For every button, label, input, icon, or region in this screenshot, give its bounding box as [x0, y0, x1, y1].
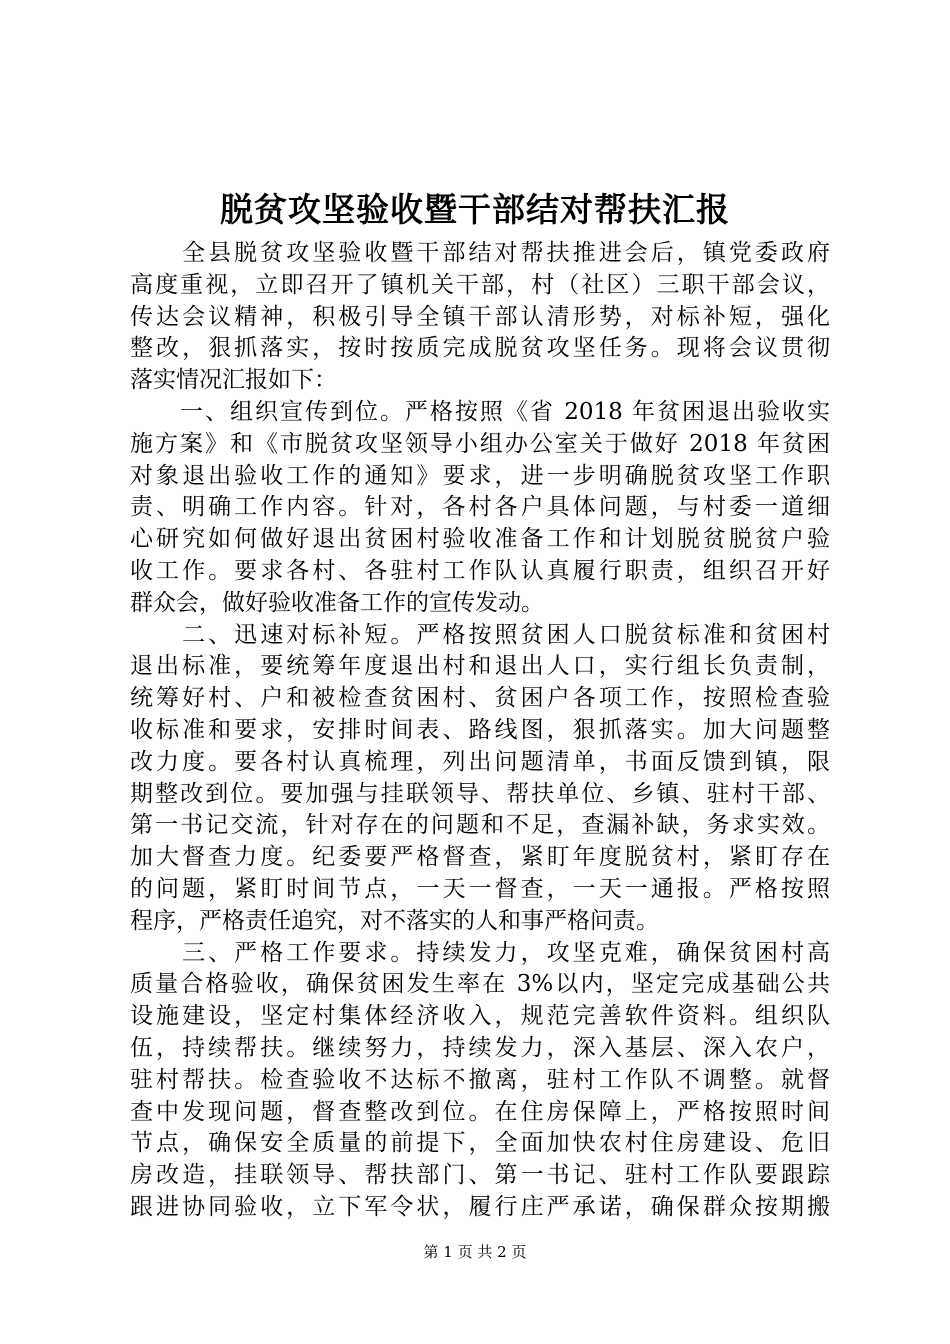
- body-line: 整改，狠抓落实，按时按质完成脱贫攻坚任务。现将会议贯彻: [130, 335, 830, 362]
- document-title: 脱贫攻坚验收暨干部结对帮扶汇报: [220, 190, 730, 229]
- body-line: 质量合格验收，确保贫困发生率在 3%以内，坚定完成基础公共: [130, 971, 830, 998]
- body-line: 对象退出验收工作的通知》要求，进一步明确脱贫攻坚工作职: [130, 462, 830, 489]
- body-line: 改力度。要各村认真梳理，列出问题清单，书面反馈到镇，限: [130, 748, 830, 775]
- body-line: 伍，持续帮扶。继续努力，持续发力，深入基层、深入农户，: [130, 1034, 830, 1061]
- body-line: 群众会，做好验收准备工作的宣传发动。: [130, 589, 544, 616]
- body-line: 一、组织宣传到位。严格按照《省 2018 年贫困退出验收实: [130, 398, 830, 425]
- body-line: 收标准和要求，安排时间表、路线图，狠抓落实。加大问题整: [130, 716, 830, 743]
- body-line: 程序，严格责任追究，对不落实的人和事严格问责。: [130, 907, 659, 934]
- body-line: 全县脱贫攻坚验收暨干部结对帮扶推进会后，镇党委政府: [130, 240, 830, 266]
- document-body: [130, 238, 830, 1224]
- body-line: 二、迅速对标补短。严格按照贫困人口脱贫标准和贫困村: [130, 621, 830, 648]
- body-line: 高度重视，立即召开了镇机关干部，村（社区）三职干部会议，: [130, 271, 830, 298]
- body-line: 节点，确保安全质量的前提下，全面加快农村住房建设、危旧: [130, 1130, 830, 1157]
- body-line: 跟进协同验收，立下军令状，履行庄严承诺，确保群众按期搬: [130, 1193, 830, 1220]
- page-number-footer: 第 1 页 共 2 页: [423, 1243, 527, 1261]
- body-line: 的问题，紧盯时间节点，一天一督查，一天一通报。严格按照: [130, 875, 830, 902]
- body-line: 设施建设，坚定村集体经济收入，规范完善软件资料。组织队: [130, 1003, 830, 1030]
- body-line: 查中发现问题，督查整改到位。在住房保障上，严格按照时间: [130, 1098, 830, 1125]
- body-line: 统筹好村、户和被检查贫困村、贫困户各项工作，按照检查验: [130, 685, 830, 712]
- body-line: 收工作。要求各村、各驻村工作队认真履行职责，组织召开好: [130, 557, 830, 584]
- body-line: 三、严格工作要求。持续发力，攻坚克难，确保贫困村高: [130, 939, 830, 966]
- body-line: 房改造，挂联领导、帮扶部门、第一书记、驻村工作队要跟踪: [130, 1162, 830, 1189]
- body-line: 期整改到位。要加强与挂联领导、帮扶单位、乡镇、驻村干部、: [130, 780, 830, 807]
- body-line: 心研究如何做好退出贫困村验收准备工作和计划脱贫脱贫户验: [130, 526, 830, 553]
- body-line: 第一书记交流，针对存在的问题和不足，查漏补缺，务求实效。: [130, 812, 830, 839]
- body-line: 传达会议精神，积极引导全镇干部认清形势，对标补短，强化: [130, 303, 830, 330]
- body-line: 落实情况汇报如下：: [130, 367, 337, 394]
- body-line: 退出标准，要统筹年度退出村和退出人口，实行组长负责制，: [130, 653, 830, 680]
- body-line: 加大督查力度。纪委要严格督查，紧盯年度脱贫村，紧盯存在: [130, 844, 830, 871]
- body-line: 责、明确工作内容。针对，各村各户具体问题，与村委一道细: [130, 494, 830, 521]
- body-line: 驻村帮扶。检查验收不达标不撤离，驻村工作队不调整。就督: [130, 1066, 830, 1093]
- body-line: 施方案》和《市脱贫攻坚领导小组办公室关于做好 2018 年贫困: [130, 430, 830, 457]
